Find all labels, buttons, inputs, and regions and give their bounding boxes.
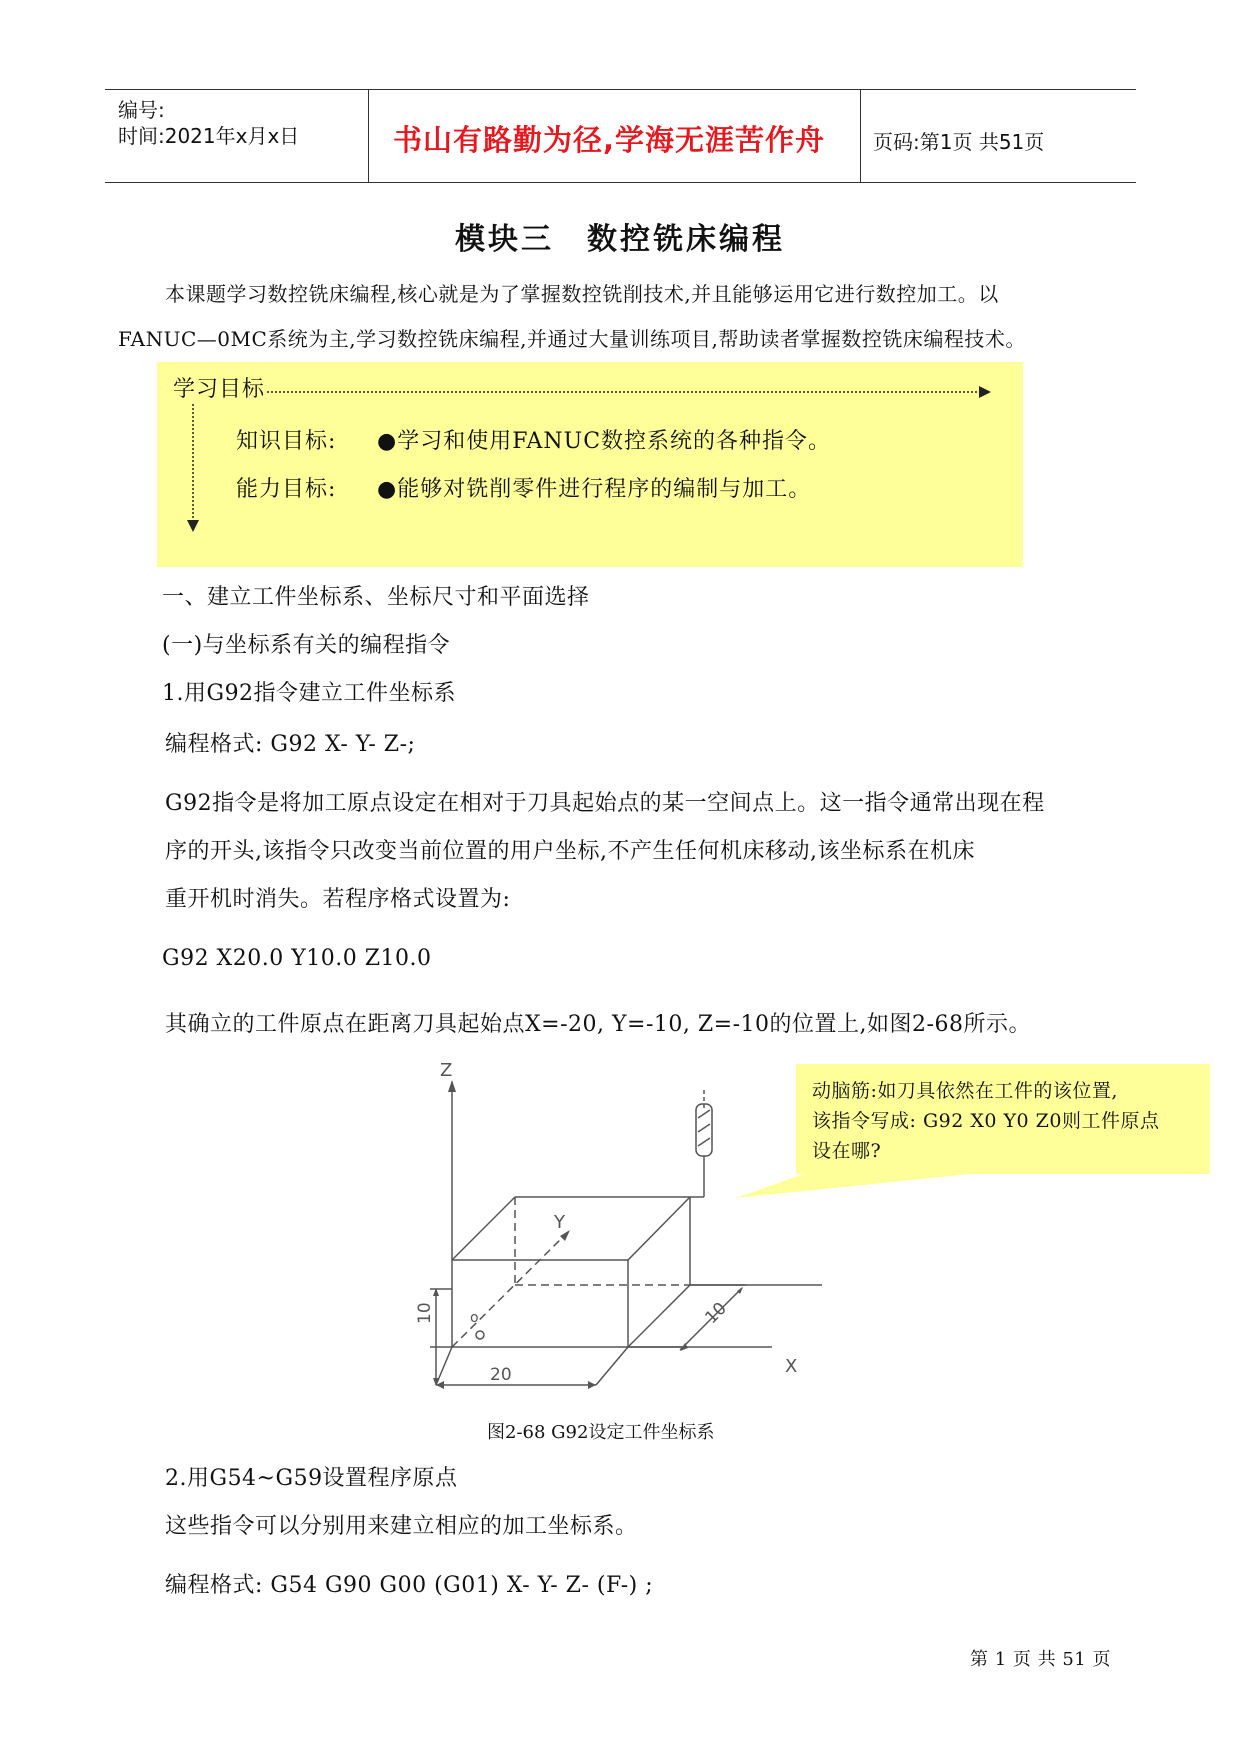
label-z: Z	[440, 1060, 453, 1081]
objectives-arrows	[157, 362, 1023, 567]
header-motto: 书山有路勤为径,学海无涯苦作舟	[393, 123, 826, 157]
dim-20: 20	[490, 1365, 512, 1385]
subsection-heading: (一)与坐标系有关的编程指令	[162, 633, 451, 658]
label-o: o	[470, 1310, 479, 1326]
dim-10-left: 10	[415, 1302, 435, 1324]
section-heading: 一、建立工件坐标系、坐标尺寸和平面选择	[162, 585, 590, 610]
knowledge-text: ●学习和使用FANUC数控系统的各种指令。	[377, 429, 832, 454]
objectives-box	[157, 362, 1023, 567]
header-page-code: 页码:第1页 共51页	[873, 130, 1045, 154]
figure-caption: 图2-68 G92设定工件坐标系	[487, 1422, 715, 1443]
desc-1-line-1: G92指令是将加工原点设定在相对于刀具起始点的某一空间点上。这一指令通常出现在程	[165, 791, 1045, 816]
y-axis	[452, 1232, 568, 1347]
header-time-label: 时间:2021年x月x日	[118, 124, 300, 148]
format-1: 编程格式: G92 X- Y- Z-;	[165, 732, 416, 757]
header-number-label: 编号:	[118, 98, 165, 122]
callout-line-2: 该指令写成: G92 X0 Y0 Z0则工件原点	[812, 1110, 1160, 1132]
dim-10-diag: 10	[701, 1298, 731, 1329]
knowledge-label: 知识目标:	[236, 429, 337, 454]
label-x: X	[785, 1356, 798, 1377]
desc-2: 这些指令可以分别用来建立相应的加工坐标系。	[165, 1514, 638, 1539]
g92-figure	[400, 1060, 840, 1400]
label-y: Y	[554, 1212, 565, 1233]
header-divider-left	[368, 90, 369, 183]
header-bottom-rule	[105, 182, 1136, 183]
ability-label: 能力目标:	[236, 477, 337, 502]
callout-line-3: 设在哪?	[812, 1140, 882, 1162]
header-top-rule	[105, 89, 1136, 90]
intro-line-1: 本课题学习数控铣床编程,核心就是为了掌握数控铣削技术,并且能够运用它进行数控加工。以	[165, 282, 999, 306]
callout-box	[796, 1064, 1210, 1174]
objectives-heading: 学习目标	[173, 377, 266, 402]
footer-page-number: 第 1 页 共 51 页	[970, 1649, 1111, 1670]
intro-line-2: FANUC—0MC系统为主,学习数控铣床编程,并通过大量训练项目,帮助读者掌握数控铣床编程技术。	[118, 327, 1026, 351]
header-divider-right	[860, 90, 861, 183]
ability-text: ●能够对铣削零件进行程序的编制与加工。	[377, 477, 812, 502]
code-1: G92 X20.0 Y10.0 Z10.0	[162, 946, 432, 971]
desc-1-line-3: 重开机时消失。若程序格式设置为:	[165, 887, 511, 912]
item-2-heading: 2.用G54~G59设置程序原点	[165, 1466, 458, 1491]
desc-1-line-2: 序的开头,该指令只改变当前位置的用户坐标,不产生任何机床移动,该坐标系在机床	[165, 839, 975, 864]
item-1-heading: 1.用G92指令建立工件坐标系	[162, 681, 457, 706]
page-title: 模块三 数控铣床编程	[455, 222, 785, 257]
format-2: 编程格式: G54 G90 G00 (G01) X- Y- Z- (F-) ;	[165, 1573, 654, 1598]
callout-line-1: 动脑筋:如刀具依然在工件的该位置,	[812, 1080, 1118, 1102]
result-1: 其确立的工件原点在距离刀具起始点X=-20, Y=-10, Z=-10的位置上,如图2-68所示。	[165, 1012, 1031, 1037]
